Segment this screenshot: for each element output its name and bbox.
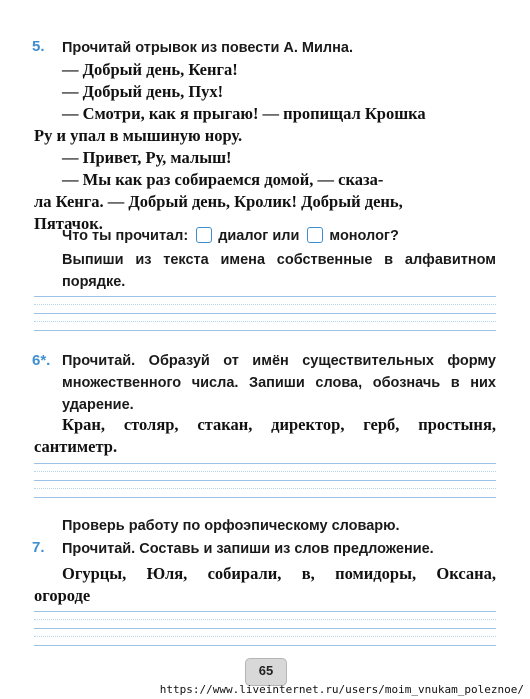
writing-line (34, 296, 496, 297)
task-5-dialog (34, 59, 496, 235)
dialog-line: Пятачок. (34, 214, 103, 233)
option-monolog-label: монолог? (329, 228, 399, 244)
task-7-number: 7. (32, 539, 45, 556)
page-number: 65 (245, 658, 287, 686)
writing-line (34, 330, 496, 331)
answer-lines-task-5[interactable] (34, 296, 496, 338)
writing-line-dotted (34, 619, 496, 620)
writing-line-dotted (34, 488, 496, 489)
or-word: или (272, 228, 300, 244)
writing-line (34, 463, 496, 464)
answer-lines-task-7[interactable] (34, 611, 496, 653)
writing-line (34, 313, 496, 314)
dialog-line: — Привет, Ру, малыш! (62, 148, 232, 167)
dialog-line: — Смотри, как я прыгаю! — пропищал Крошка (62, 104, 426, 123)
task-6-check: Проверь работу по орфоэпическому словарю. (62, 518, 400, 534)
watermark-url: https://www.liveinternet.ru/users/moim_vnukam_poleznoe/ (159, 683, 524, 696)
task-5-question (62, 225, 496, 247)
dialog-line: Ру и упал в мышиную нору. (34, 126, 243, 145)
answer-lines-task-6[interactable] (34, 463, 496, 505)
task-7-words (34, 563, 496, 607)
writing-line (34, 628, 496, 629)
writing-line (34, 480, 496, 481)
task-5-number: 5. (32, 38, 45, 55)
writing-line-dotted (34, 471, 496, 472)
dialog-line: — Мы как раз собираемся домой, — сказа- (62, 170, 384, 189)
task-6-words (34, 414, 496, 458)
task-7-instruction: Прочитай. Составь и запиши из слов предложение. (62, 541, 434, 557)
words-line: Кран, столяр, стакан, директор, герб, простыня, (62, 415, 496, 434)
words-line: Огурцы, Юля, собирали, в, помидоры, Оксана, (62, 564, 496, 583)
task-5-instruction: Прочитай отрывок из повести А. Милна. (62, 40, 353, 56)
writing-line-dotted (34, 321, 496, 322)
dialog-checkbox[interactable] (196, 227, 212, 243)
dialog-line: — Добрый день, Пух! (62, 82, 224, 101)
dialog-line: ла Кенга. — Добрый день, Кролик! Добрый день, (34, 192, 403, 211)
writing-line (34, 645, 496, 646)
task-5-task-text: Выпиши из текста имена собственные в алфавитном порядке. (62, 252, 496, 290)
writing-line (34, 611, 496, 612)
writing-line-dotted (34, 636, 496, 637)
task-6-number: 6*. (32, 352, 51, 369)
option-dialog-label: диалог (218, 228, 269, 244)
words-line: сантиметр. (34, 437, 118, 456)
dialog-line: — Добрый день, Кенга! (62, 60, 238, 79)
question-prefix: Что ты прочитал: (62, 228, 189, 244)
task-6-instruction: Прочитай. Образуй от имён существительных форму множественного числа. Запиши слова, обозначь в них ударение. (62, 353, 496, 413)
words-line: огороде (34, 586, 91, 605)
writing-line (34, 497, 496, 498)
writing-line-dotted (34, 304, 496, 305)
monolog-checkbox[interactable] (307, 227, 323, 243)
